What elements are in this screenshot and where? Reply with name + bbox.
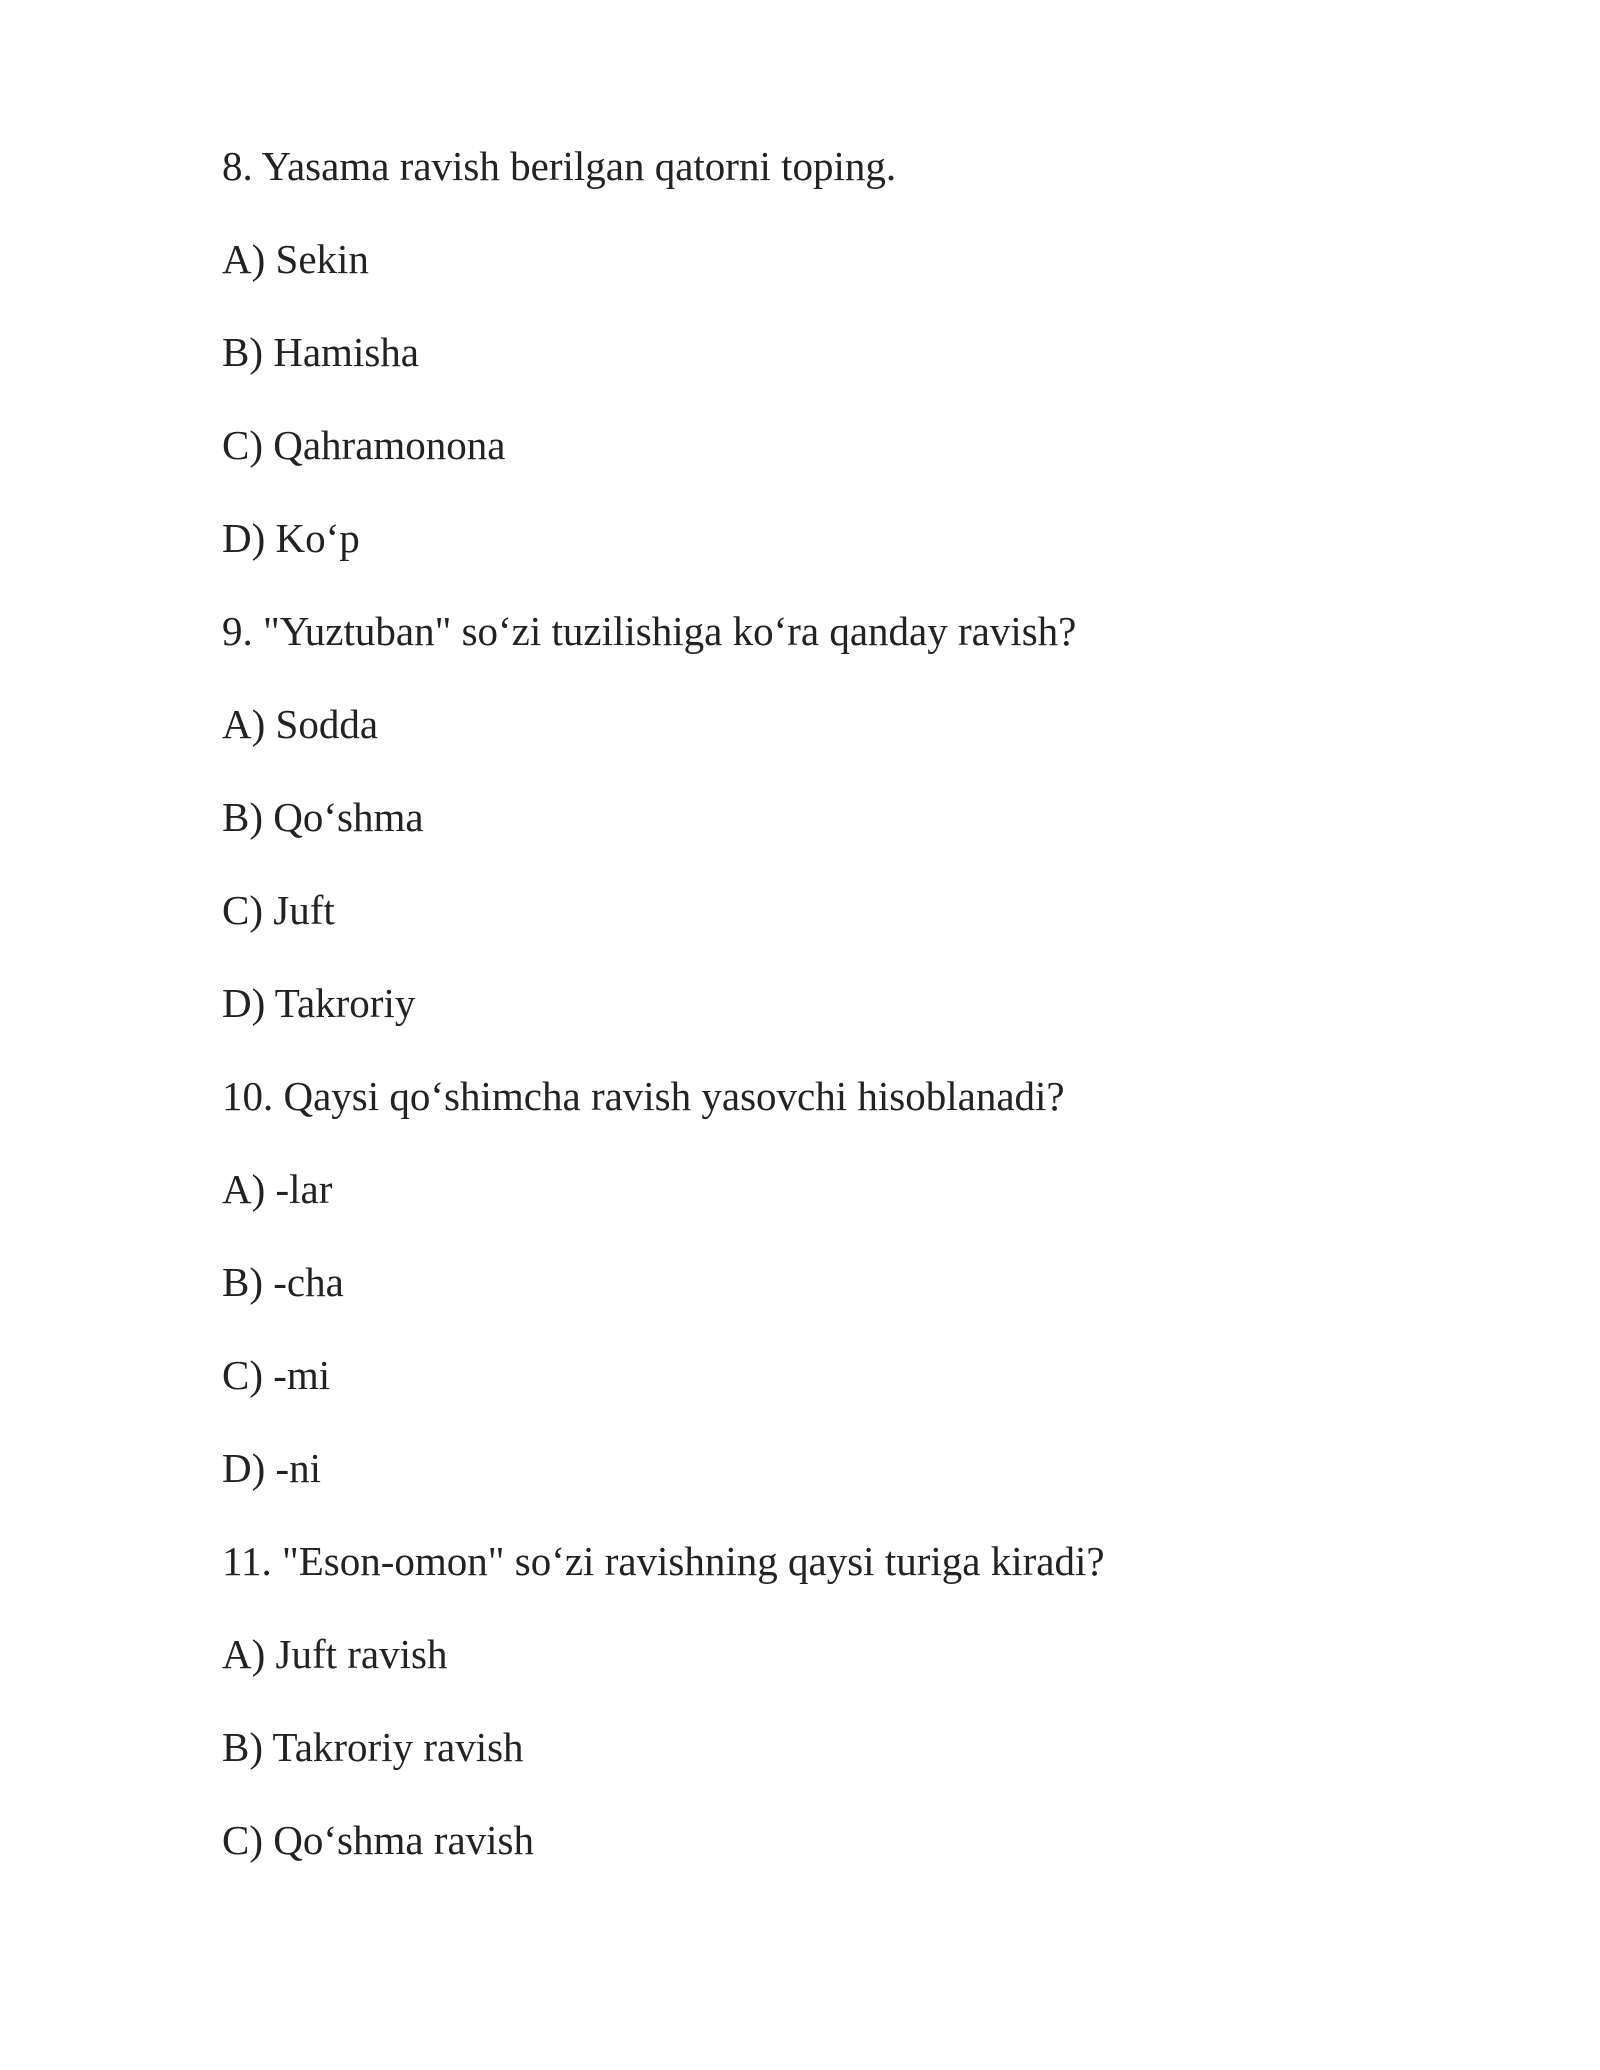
option-c: C) Qo‘shma ravish [222,1817,535,1863]
option-a: A) Sekin [222,236,369,282]
option-b: B) Qo‘shma [222,794,424,840]
question-8 [222,142,1482,607]
option-d: D) Ko‘p [222,515,360,561]
question-9 [222,607,1482,1072]
question-text: 10. Qaysi qo‘shimcha ravish yasovchi hisoblanadi? [222,1073,1065,1119]
question-text: 8. Yasama ravish berilgan qatorni toping. [222,143,897,189]
option-a: A) -lar [222,1166,333,1212]
option-c: C) Juft [222,887,335,933]
option-b: B) Hamisha [222,329,419,375]
option-d: D) Takroriy [222,980,416,1026]
option-c: C) -mi [222,1352,331,1398]
quiz-content [222,142,1482,1909]
question-11 [222,1537,1482,1909]
question-text: 9. "Yuztuban" so‘zi tuzilishiga ko‘ra qanday ravish? [222,608,1077,654]
option-d: D) -ni [222,1445,322,1491]
option-c: C) Qahramonona [222,422,506,468]
option-a: A) Juft ravish [222,1631,448,1677]
option-a: A) Sodda [222,701,379,747]
option-b: B) -cha [222,1259,344,1305]
option-b: B) Takroriy ravish [222,1724,524,1770]
question-text: 11. "Eson-omon" so‘zi ravishning qaysi turiga kiradi? [222,1538,1105,1584]
question-10 [222,1072,1482,1537]
